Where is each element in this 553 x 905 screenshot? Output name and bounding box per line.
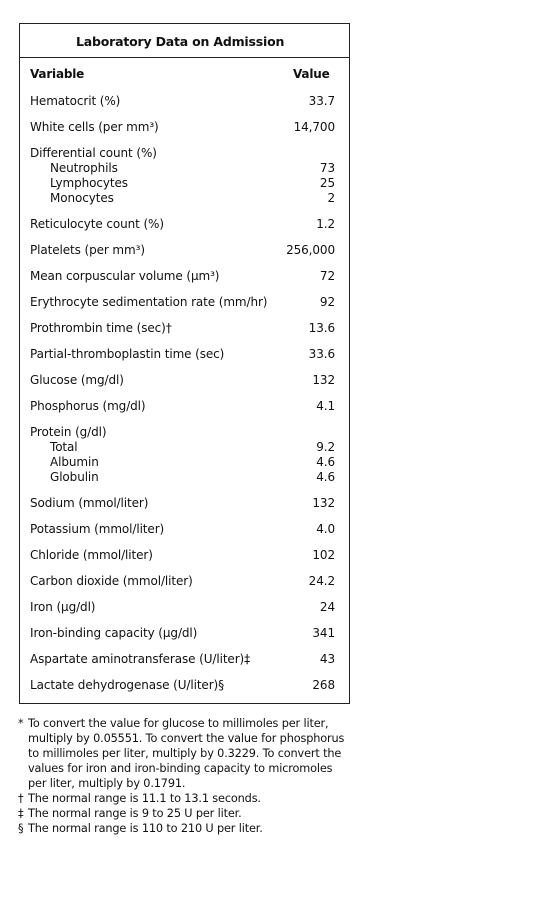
- row-label: Differential count (%): [30, 146, 157, 160]
- table-row-sub: [20, 191, 349, 206]
- table-row: [20, 626, 349, 652]
- footnote-text: To convert the value for glucose to millimoles per liter, multiply by 0.05551. To convert the value for phosphorus to millimoles per liter, multiply by 0.3229. To convert the values for iron and iron-binding capacity to micromoles per liter, multiply by 0.1791.: [28, 717, 345, 790]
- row-label: Platelets (per mm³): [30, 243, 145, 257]
- row-label: Mean corpuscular volume (μm³): [30, 269, 220, 283]
- table-body: [20, 94, 349, 704]
- footnotes: [18, 716, 348, 836]
- row-value: 33.7: [308, 94, 335, 108]
- row-value: 2: [327, 191, 335, 205]
- row-spacer: [20, 206, 349, 217]
- table-row: [20, 243, 349, 269]
- row-label: Partial-thromboplastin time (sec): [30, 347, 225, 361]
- table-row: [20, 295, 349, 321]
- table-row: [20, 217, 349, 243]
- row-value: 33.6: [308, 347, 335, 361]
- row-label: Total: [50, 440, 78, 454]
- table-row-group: [20, 146, 349, 161]
- row-value: 132: [312, 496, 335, 510]
- footnote-mark: †: [18, 792, 24, 805]
- footnote: [18, 806, 348, 821]
- row-label: Iron-binding capacity (μg/dl): [30, 626, 198, 640]
- row-value: 4.0: [316, 522, 335, 536]
- row-label: Sodium (mmol/liter): [30, 496, 149, 510]
- row-label: Albumin: [50, 455, 99, 469]
- row-label: Prothrombin time (sec)†: [30, 321, 172, 335]
- footnote-text: The normal range is 11.1 to 13.1 seconds.: [28, 792, 261, 805]
- row-label: Reticulocyte count (%): [30, 217, 164, 231]
- footnote-mark: ‡: [18, 807, 24, 820]
- row-spacer: [20, 485, 349, 496]
- row-value: 102: [312, 548, 335, 562]
- row-label: White cells (per mm³): [30, 120, 159, 134]
- row-value: 73: [319, 161, 335, 175]
- table-row-sub: [20, 455, 349, 470]
- row-value: 268: [312, 678, 335, 692]
- row-label: Lymphocytes: [50, 176, 128, 190]
- table-row: [20, 120, 349, 146]
- table-row: [20, 522, 349, 548]
- footnote: [18, 791, 348, 806]
- row-value: 24.2: [308, 574, 335, 588]
- row-value: 1.2: [316, 217, 335, 231]
- footnote: [18, 821, 348, 836]
- row-label: Phosphorus (mg/dl): [30, 399, 146, 413]
- row-label: Globulin: [50, 470, 99, 484]
- title-divider: [20, 57, 349, 58]
- row-label: Hematocrit (%): [30, 94, 121, 108]
- row-label: Glucose (mg/dl): [30, 373, 124, 387]
- footnote-mark: §: [18, 822, 24, 835]
- row-label: Erythrocyte sedimentation rate (mm/hr): [30, 295, 268, 309]
- row-label: Potassium (mmol/liter): [30, 522, 165, 536]
- footnote: [18, 716, 348, 791]
- table-row: [20, 600, 349, 626]
- table-row: [20, 94, 349, 120]
- row-value: 4.6: [316, 455, 335, 469]
- row-label: Carbon dioxide (mmol/liter): [30, 574, 193, 588]
- row-value: 9.2: [316, 440, 335, 454]
- table-title: Laboratory Data on Admission: [76, 34, 285, 49]
- row-value: 43: [319, 652, 335, 666]
- row-value: 4.6: [316, 470, 335, 484]
- table-row: [20, 652, 349, 678]
- table-row: [20, 321, 349, 347]
- table-row-sub: [20, 470, 349, 485]
- row-label: Monocytes: [50, 191, 114, 205]
- table-row: [20, 347, 349, 373]
- row-label: Lactate dehydrogenase (U/liter)§: [30, 678, 225, 692]
- footnote-text: The normal range is 9 to 25 U per liter.: [28, 807, 242, 820]
- column-header-variable: Variable: [30, 67, 85, 81]
- table-row: [20, 373, 349, 399]
- row-value: 92: [319, 295, 335, 309]
- row-value: 4.1: [316, 399, 335, 413]
- row-value: 341: [312, 626, 335, 640]
- table-row-sub: [20, 440, 349, 455]
- lab-data-table: [19, 23, 350, 704]
- row-label: Protein (g/dl): [30, 425, 107, 439]
- table-row-sub: [20, 176, 349, 191]
- footnote-mark: *: [18, 717, 24, 730]
- row-value: 256,000: [286, 243, 335, 257]
- table-row: [20, 496, 349, 522]
- table-row: [20, 548, 349, 574]
- row-value: 14,700: [293, 120, 335, 134]
- table-row-group: [20, 425, 349, 440]
- table-row-sub: [20, 161, 349, 176]
- row-value: 72: [319, 269, 335, 283]
- row-label: Iron (μg/dl): [30, 600, 96, 614]
- row-label: Chloride (mmol/liter): [30, 548, 153, 562]
- row-label: Neutrophils: [50, 161, 118, 175]
- table-row: [20, 678, 349, 704]
- row-value: 24: [319, 600, 335, 614]
- row-value: 132: [312, 373, 335, 387]
- column-header-value: Value: [293, 67, 330, 81]
- table-row: [20, 399, 349, 425]
- row-value: 25: [319, 176, 335, 190]
- table-row: [20, 269, 349, 295]
- footnote-text: The normal range is 110 to 210 U per liter.: [28, 822, 263, 835]
- table-row: [20, 574, 349, 600]
- row-value: 13.6: [308, 321, 335, 335]
- row-label: Aspartate aminotransferase (U/liter)‡: [30, 652, 251, 666]
